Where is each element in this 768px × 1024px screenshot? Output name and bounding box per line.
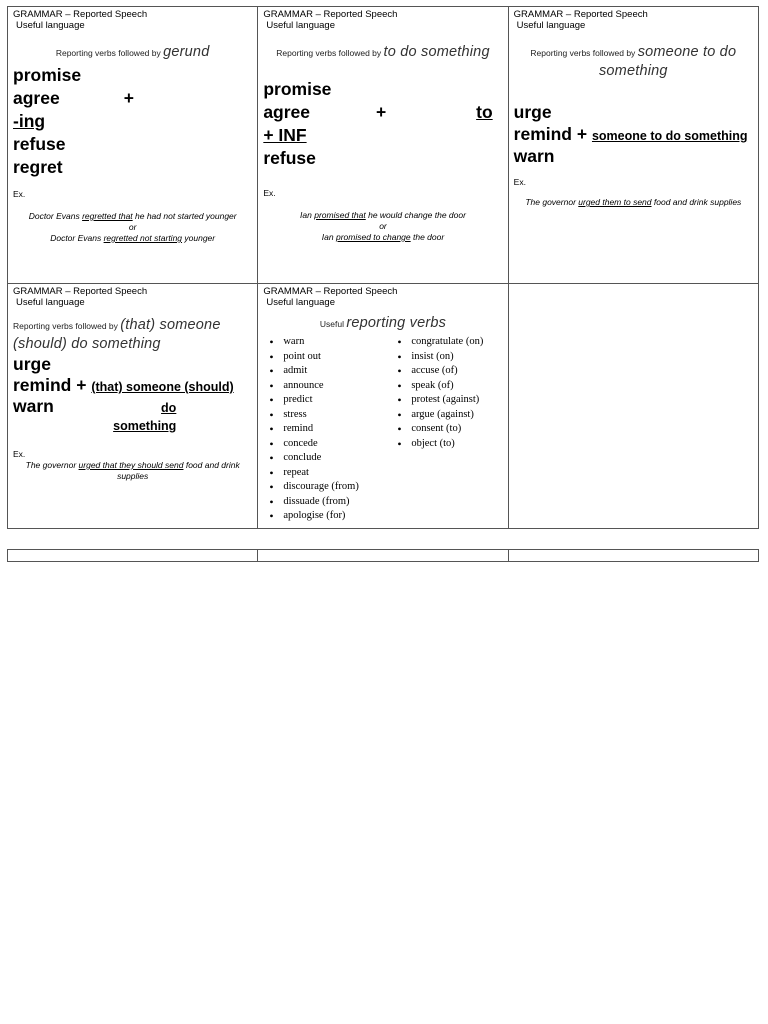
card-to-do: [258, 7, 508, 284]
example-text: Doctor Evans regretted that he had not started younger or Doctor Evans regretted not starting younger: [28, 211, 237, 243]
example-label: Ex.: [13, 449, 26, 459]
verb-list: urge remind + (that) someone (should) warn do something: [13, 354, 234, 433]
card-gerund: [8, 7, 258, 284]
card-subtitle: Reporting verbs followed by (that) someone (should) do something: [13, 317, 221, 352]
example-label: Ex.: [263, 188, 276, 198]
card-header: GRAMMAR – Reported Speech Useful language: [263, 286, 398, 308]
card-header: GRAMMAR – Reported Speech Useful language: [263, 9, 398, 31]
card-subtitle: Useful reporting verbs: [319, 315, 447, 331]
verb-columns: [263, 335, 502, 524]
verb-item: • repeat: [283, 466, 391, 481]
verb-item: • remind: [283, 422, 391, 437]
example-text: The governor urged them to send food and drink supplies: [525, 197, 742, 207]
example-label: Ex.: [513, 177, 526, 187]
verb-item: • admit: [283, 364, 391, 379]
card-useful-verbs: [258, 284, 508, 529]
card-that-someone-should: [8, 284, 258, 529]
verb-list-column-2: [391, 335, 483, 524]
card-someone-to-do: [508, 7, 758, 284]
card-empty: [508, 284, 758, 529]
empty-cell: [258, 550, 508, 562]
verb-item: • protest (against): [411, 393, 483, 408]
verb-item: • warn: [283, 335, 391, 350]
verb-item: • speak (of): [411, 379, 483, 394]
verb-item: • accuse (of): [411, 364, 483, 379]
example-label: Ex.: [13, 189, 26, 199]
verb-item: • insist (on): [411, 350, 483, 365]
verb-item: • argue (against): [411, 408, 483, 423]
card-header: GRAMMAR – Reported Speech Useful language: [13, 286, 148, 308]
verb-item: • discourage (from): [283, 480, 391, 495]
empty-row-table: [7, 549, 759, 562]
verb-item: • conclude: [283, 451, 391, 466]
example-text: The governor urged that they should send food and drink supplies: [25, 460, 240, 481]
verb-item: • consent (to): [411, 422, 483, 437]
card-subtitle: Reporting verbs followed by to do something: [276, 44, 490, 60]
verb-list-column-1: [263, 335, 391, 524]
verb-item: • stress: [283, 408, 391, 423]
verb-item: • announce: [283, 379, 391, 394]
verb-item: • concede: [283, 437, 391, 452]
verb-list: promise agree + to + INF refuse: [263, 79, 493, 168]
verb-item: • predict: [283, 393, 391, 408]
verb-item: • dissuade (from): [283, 495, 391, 510]
verb-list: promise agree + -ing refuse regret: [13, 65, 134, 177]
card-header: GRAMMAR – Reported Speech Useful language: [13, 9, 148, 31]
grammar-cards-table: [7, 6, 759, 529]
verb-item: • congratulate (on): [411, 335, 483, 350]
verb-item: • point out: [283, 350, 391, 365]
empty-cell: [508, 550, 758, 562]
verb-item: • apologise (for): [283, 509, 391, 524]
card-subtitle: Reporting verbs followed by gerund: [55, 44, 210, 60]
empty-cell: [8, 550, 258, 562]
verb-item: • object (to): [411, 437, 483, 452]
card-header: GRAMMAR – Reported Speech Useful language: [513, 9, 648, 31]
verb-list: urge remind + someone to do something warn: [513, 102, 748, 166]
card-subtitle: Reporting verbs followed by someone to do something: [530, 44, 737, 79]
example-text: Ian promised that he would change the door or Ian promised to change the door: [300, 210, 466, 242]
